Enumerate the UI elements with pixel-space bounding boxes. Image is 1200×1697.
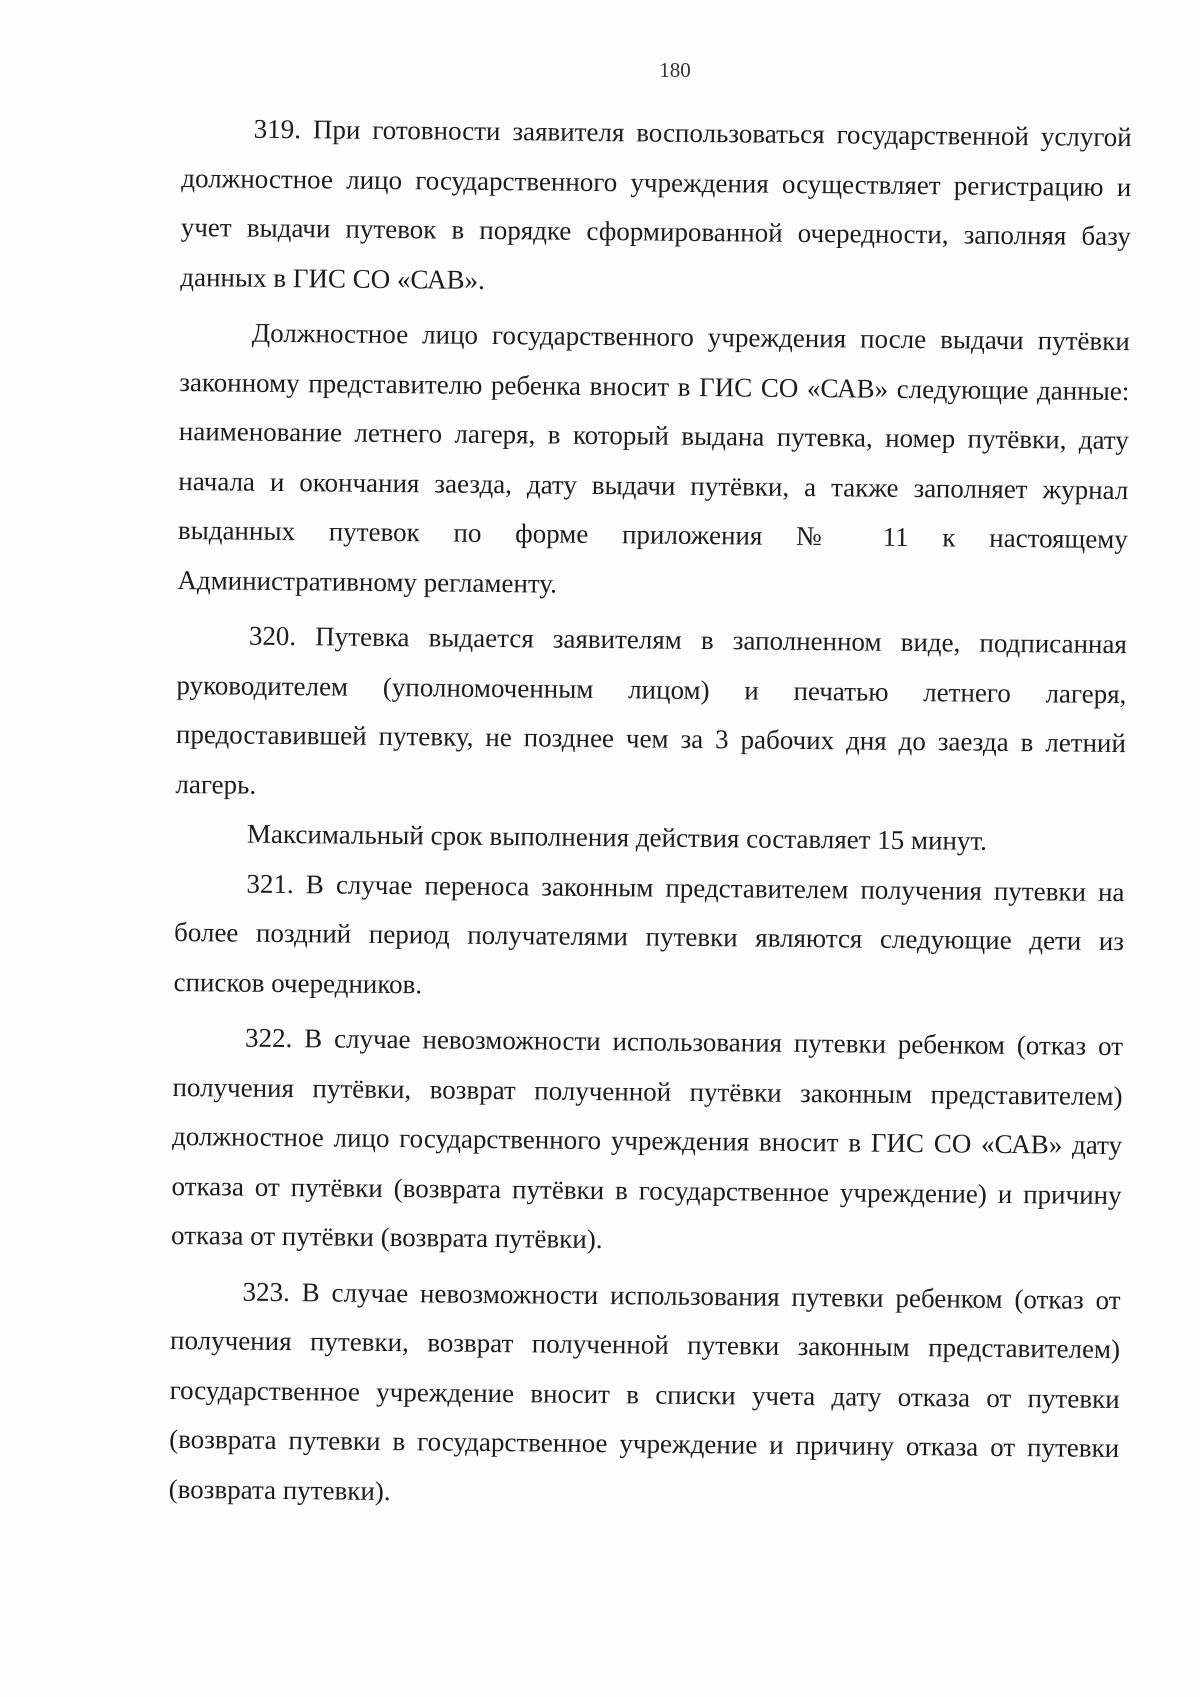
- document-body: [168, 104, 1132, 1529]
- paragraph-320-max-time: Максимальный срок выполнения действия составляет 15 минут.: [246, 818, 988, 856]
- paragraph-319: 319. При готовности заявителя воспользоваться государственной услугой должностное лицо государственного учреждения осуществляет регистрацию и учет выдачи путевок в порядке сформированной очередности, заполняя базу данных в ГИС СО «САВ».: [180, 113, 1132, 295]
- paragraph-321: 321. В случае переноса законным представителем получения путевки на более поздний период получателями путевки являются следующие дети из списков очередников.: [173, 868, 1125, 999]
- paragraph-322: 322. В случае невозможности использования путевки ребенком (отказ от получения путёвки, возврат полученной путёвки законным представителем) должностное лицо государственного учреждения вносит в ГИС СО «САВ» дату отказа от путёвки (возврата путёвки в государственное учреждение) и причину отказа от путёвки (возврата путёвки).: [170, 1022, 1124, 1255]
- paragraph-323: 323. В случае невозможности использования путевки ребенком (отказ от получения путевки, возврат полученной путевки законным представителем) государственное учреждение вносит в списки учета дату отказа от путевки (возврата путевки в государственное учреждение и причину отказа от путевки (возврата путевки).: [168, 1276, 1121, 1506]
- page-number: 180: [659, 58, 691, 82]
- paragraph-319-continuation: Должностное лицо государственного учреждения после выдачи путёвки законному представителю ребенка вносит в ГИС СО «САВ» следующие данные: наименование летнего лагеря, в который выдана путевка, номер путёвки, дату начала и окончания заезда, дату выдачи путёвки, а также заполняет журнал выданных путевок по форме приложения № 11 к настоящему Административному регламенту.: [177, 317, 1130, 599]
- paragraph-320: 320. Путевка выдается заявителям в заполненном виде, подписанная руководителем (уполномоченным лицом) и печатью летнего лагеря, предоставившей путевку, не позднее чем за 3 рабочих дня до заезда в летний лагерь.: [175, 620, 1128, 800]
